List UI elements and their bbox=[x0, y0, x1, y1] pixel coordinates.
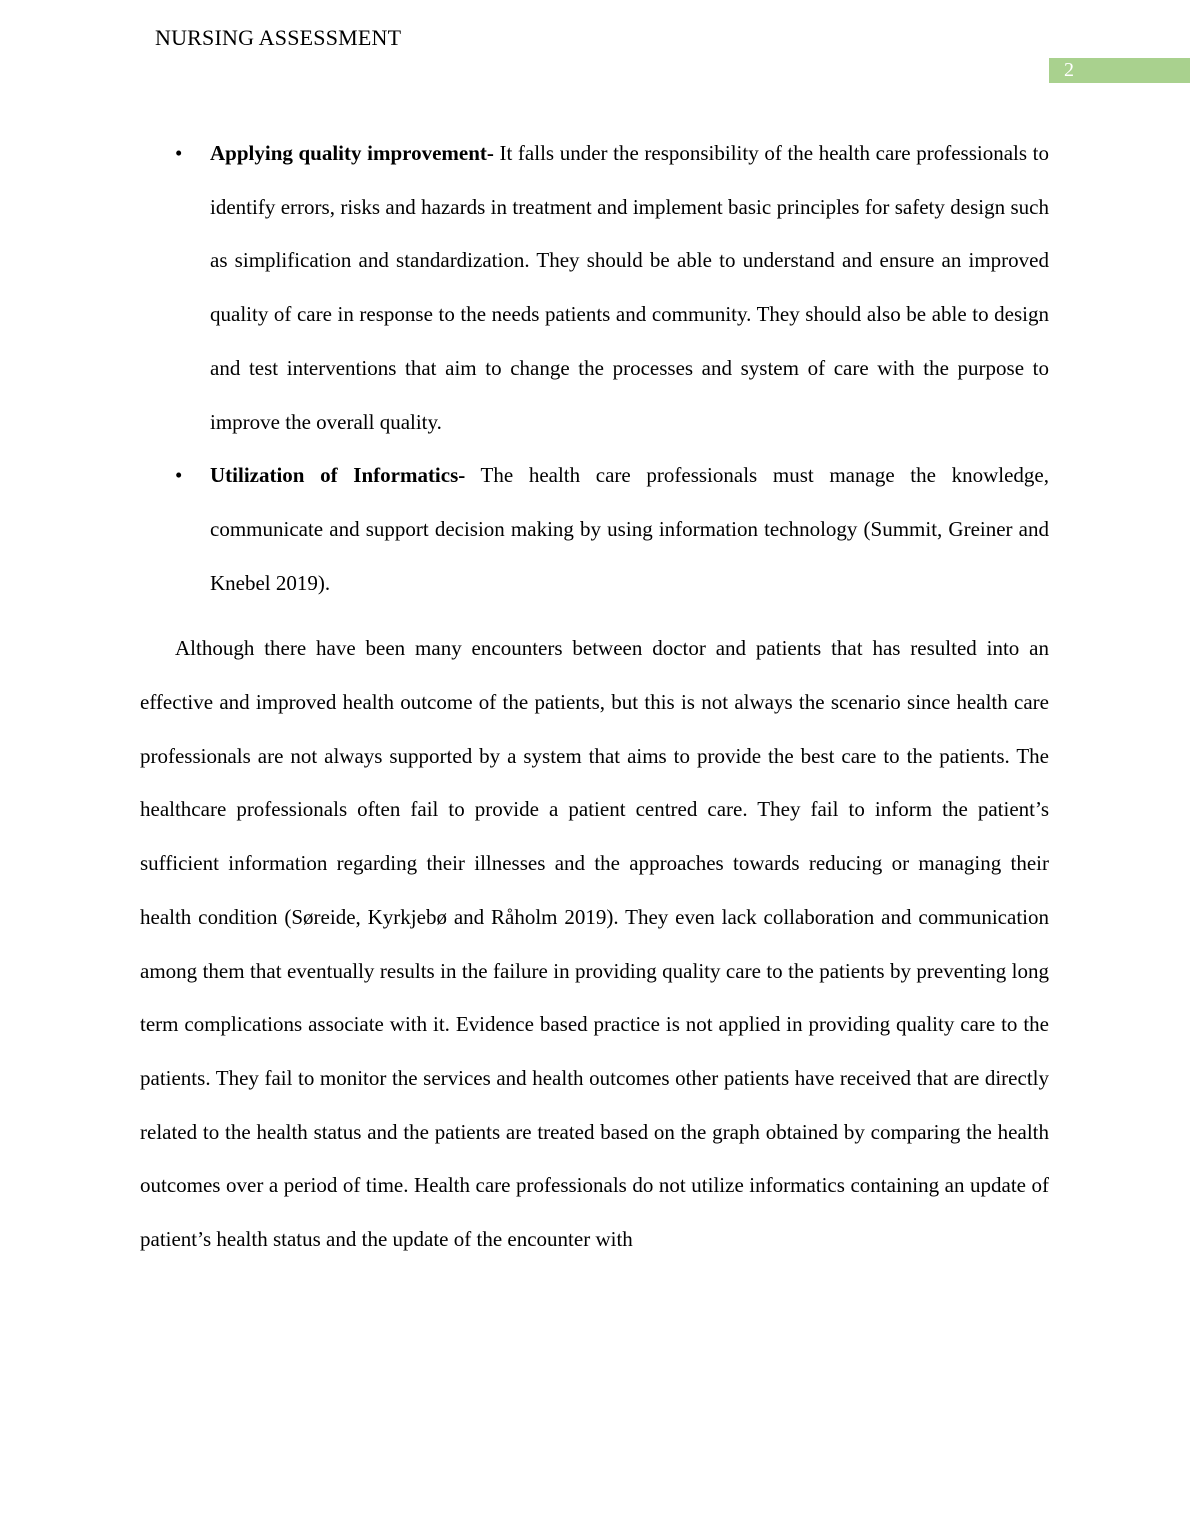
bullet-icon: • bbox=[175, 141, 183, 165]
bullet-text: It falls under the responsibility of the health care professionals to identify errors, risks and hazards in treatment and implement basic principles for safety design such as simplification and standardization. They should be able to understand and ensure an improved quality of care in response to the needs patients and community. They should also be able to design and test interventions that aim to change the processes and system of care with the purpose to improve the overall quality. bbox=[210, 141, 1049, 434]
body-paragraph: Although there have been many encounters between doctor and patients that has resulted into an effective and improved health outcome of the patients, but this is not always the scenario since health care professionals are not always supported by a system that aims to provide the best care to the patients. The healthcare professionals often fail to provide a patient centred care. They fail to inform the patient’s sufficient information regarding their illnesses and the approaches towards reducing or managing their health condition (Søreide, Kyrkjebø and Råholm 2019). They even lack collaboration and communication among them that eventually results in the failure in providing quality care to the patients by preventing long term complications associate with it. Evidence based practice is not applied in providing quality care to the patients. They fail to monitor the services and health outcomes other patients have received that are directly related to the health status and the patients are treated based on the graph obtained by comparing the health outcomes over a period of time. Health care professionals do not utilize informatics containing an update of patient’s health status and the update of the encounter with bbox=[140, 636, 1049, 1252]
running-head: NURSING ASSESSMENT bbox=[155, 25, 402, 50]
bullet-icon: • bbox=[175, 463, 183, 488]
page-number-bar bbox=[1049, 58, 1190, 83]
bullet-text: The health care professionals must manage the knowledge, communicate and support decision making by using information technology (Summit, Greiner and Knebel 2019). bbox=[210, 463, 1049, 595]
bullet-item-informatics bbox=[140, 449, 1049, 610]
bullet-item-quality-improvement bbox=[140, 127, 1049, 449]
bullet-term: Utilization of Informatics- bbox=[210, 463, 466, 488]
bullet-term: Applying quality improvement- bbox=[210, 141, 494, 165]
document-body bbox=[140, 127, 1049, 1267]
bullet-list bbox=[140, 127, 1049, 610]
page-number: 2 bbox=[1064, 59, 1074, 81]
